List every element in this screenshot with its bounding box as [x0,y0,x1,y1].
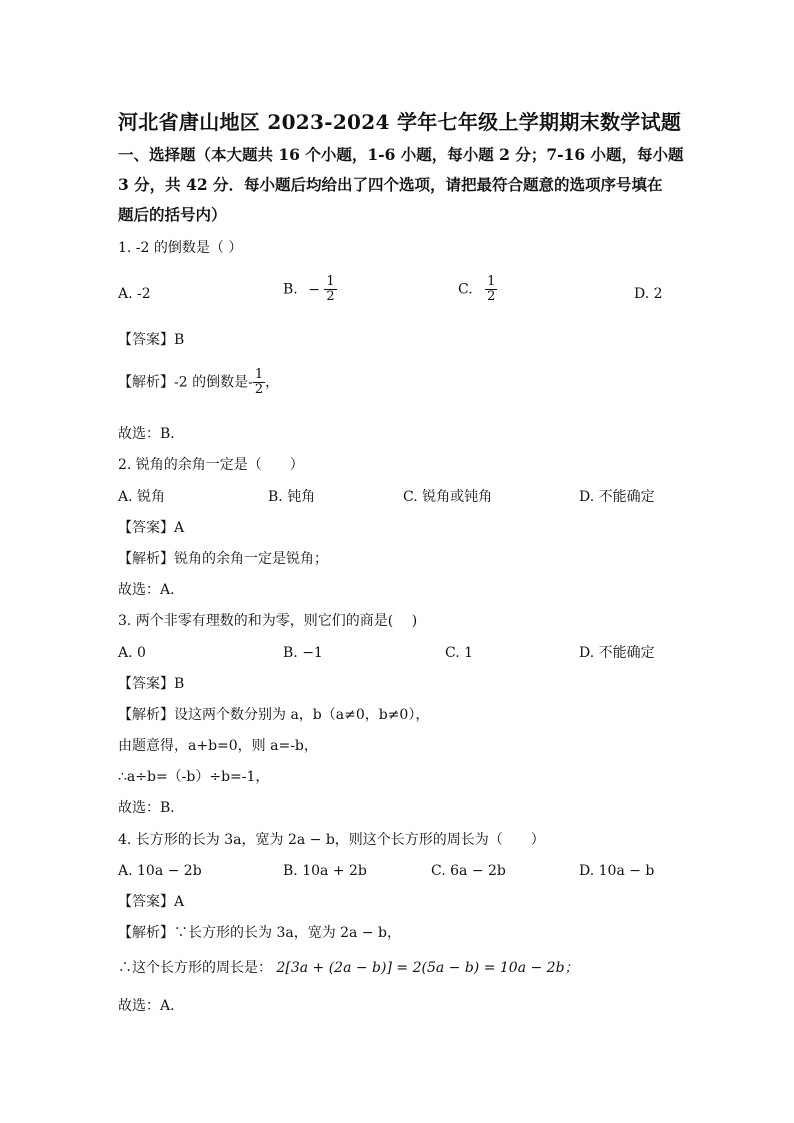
q1-answer: 【答案】B [118,332,185,348]
q4-stem: 4. 长方形的长为 3a，宽为 2a − b，则这个长方形的周长为（ ） [118,832,545,848]
q2-option-a: A. 锐角 [118,489,166,505]
q1-option-b-label: B. [283,281,298,298]
q4-option-d: D. 10a − b [579,863,655,879]
fraction-denominator: 2 [487,289,496,304]
q1-analysis [118,368,279,397]
q4-option-b: B. 10a + 2b [283,863,367,879]
q3-option-b: B. −1 [283,645,323,661]
q2-analysis: 【解析】锐角的余角一定是锐角； [118,551,328,567]
q4-option-a: A. 10a − 2b [118,863,202,879]
q1-option-b-sign: − [308,281,320,298]
q1-conclusion: 故选：B． [118,426,185,442]
exam-title: 河北省唐山地区 2023-2024 学年七年级上学期期末数学试题 [118,110,682,134]
section-header-line-2: 3 分，共 42 分．每小题后均给出了四个选项，请把最符合题意的选项序号填在 [118,175,663,194]
q1-option-d: D. 2 [634,286,663,302]
q3-analysis-line-1: 【解析】设这两个数分别为 a，b（a≠0，b≠0）， [118,707,430,723]
q2-option-b: B. 钝角 [268,489,316,505]
q1-option-c-label: C. [458,281,473,298]
q2-answer: 【答案】A [118,520,185,536]
q4-conclusion: 故选：A． [118,998,185,1014]
q1-option-c-fraction [485,275,497,304]
fraction-denominator: 2 [254,382,264,397]
q1-option-b [283,275,337,304]
q3-analysis-line-2: 由题意得，a+b=0，则 a=-b， [118,738,318,754]
q1-option-a: A. -2 [118,286,151,302]
q1-stem: 1. -2 的倒数是（ ） [118,240,243,256]
q3-option-d: D. 不能确定 [579,645,655,661]
q4-answer: 【答案】A [118,894,185,910]
q1-analysis-text: 【解析】-2 的倒数是- [118,374,253,391]
fraction-numerator: 1 [487,274,496,289]
q1-analysis-comma: ， [265,374,280,391]
fraction-numerator: 1 [326,274,335,289]
q2-option-c: C. 锐角或钝角 [403,489,493,505]
fraction-denominator: 2 [326,289,335,304]
q2-option-d: D. 不能确定 [579,489,655,505]
fraction-numerator: 1 [254,367,264,382]
q1-analysis-fraction [253,368,265,397]
q1-option-b-fraction [324,275,336,304]
section-header-line-1: 一、选择题（本大题共 16 个小题，1-6 小题，每小题 2 分；7-16 小题，每小题 [118,145,684,164]
q3-analysis-line-3: ∴a÷b=（-b）÷b=-1， [118,769,270,785]
q4-analysis-line-2 [118,958,579,978]
q4-analysis-line-2-text: ∴这个长方形的周长是： [118,960,272,976]
q3-answer: 【答案】B [118,676,185,692]
q4-option-c: C. 6a − 2b [431,863,506,879]
section-header-line-3: 题后的括号内） [118,205,227,224]
q1-option-c [458,275,497,304]
q3-option-c: C. 1 [445,645,474,661]
q2-stem: 2. 锐角的余角一定是（ ） [118,457,304,473]
q4-analysis-line-1: 【解析】∵长方形的长为 3a，宽为 2a − b， [118,925,402,941]
q3-stem: 3. 两个非零有理数的和为零，则它们的商是( ) [118,613,418,629]
q3-conclusion: 故选：B． [118,800,185,816]
q4-perimeter-expression: 2[3a + (2a − b)] = 2(5a − b) = 10a − 2b； [276,960,579,976]
q3-option-a: A. 0 [118,645,146,661]
q2-conclusion: 故选：A． [118,582,185,598]
